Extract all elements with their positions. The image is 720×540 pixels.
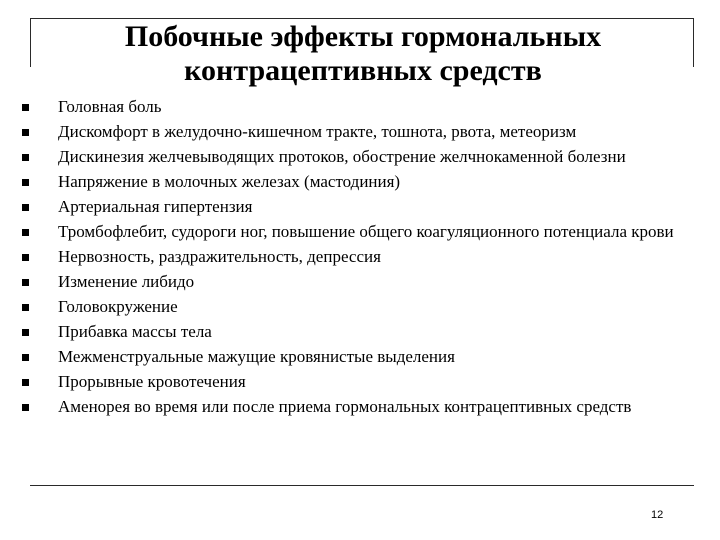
list-item-text: Головная боль [58,97,162,116]
list-item-text: Дискинезия желчевыводящих протоков, обострение желчнокаменной болезни [58,147,626,166]
square-bullet-icon [22,229,29,236]
list-item [22,223,694,241]
list-item [22,323,694,341]
square-bullet-icon [22,104,29,111]
list-item [22,198,694,216]
list-item [22,298,694,316]
list-item-text: Нервозность, раздражительность, депрессия [58,247,381,266]
square-bullet-icon [22,154,29,161]
list-item-text: Прибавка массы тела [58,322,212,341]
list-item-text: Межменструальные мажущие кровянистые выделения [58,347,455,366]
list-item [22,398,694,416]
list-item-text: Дискомфорт в желудочно-кишечном тракте, тошнота, рвота, метеоризм [58,122,577,141]
slide-title: Побочные эффекты гормональных контрацептивных средств [124,20,602,87]
side-effects-list [22,98,694,423]
square-bullet-icon [22,179,29,186]
list-item [22,98,694,116]
list-item-text: Артериальная гипертензия [58,197,253,216]
list-item-text: Прорывные кровотечения [58,372,246,391]
list-item-text: Изменение либидо [58,272,195,291]
square-bullet-icon [22,354,29,361]
list-item [22,248,694,266]
square-bullet-icon [22,404,29,411]
list-item-text: Аменорея во время или после приема гормональных контрацептивных средств [58,397,632,416]
list-item [22,273,694,291]
list-item [22,123,694,141]
page-number: 12 [651,509,664,521]
list-item-text: Тромбофлебит, судороги ног, повышение общего коагуляционного потенциала крови [58,222,674,241]
list-item [22,373,694,391]
square-bullet-icon [22,279,29,286]
square-bullet-icon [22,329,29,336]
square-bullet-icon [22,304,29,311]
square-bullet-icon [22,254,29,261]
list-item-text: Головокружение [58,297,178,316]
square-bullet-icon [22,129,29,136]
bottom-divider [30,485,694,486]
list-item [22,148,694,166]
list-item [22,173,694,191]
square-bullet-icon [22,204,29,211]
list-item-text: Напряжение в молочных железах (мастодиния) [58,172,401,191]
list-item [22,348,694,366]
square-bullet-icon [22,379,29,386]
